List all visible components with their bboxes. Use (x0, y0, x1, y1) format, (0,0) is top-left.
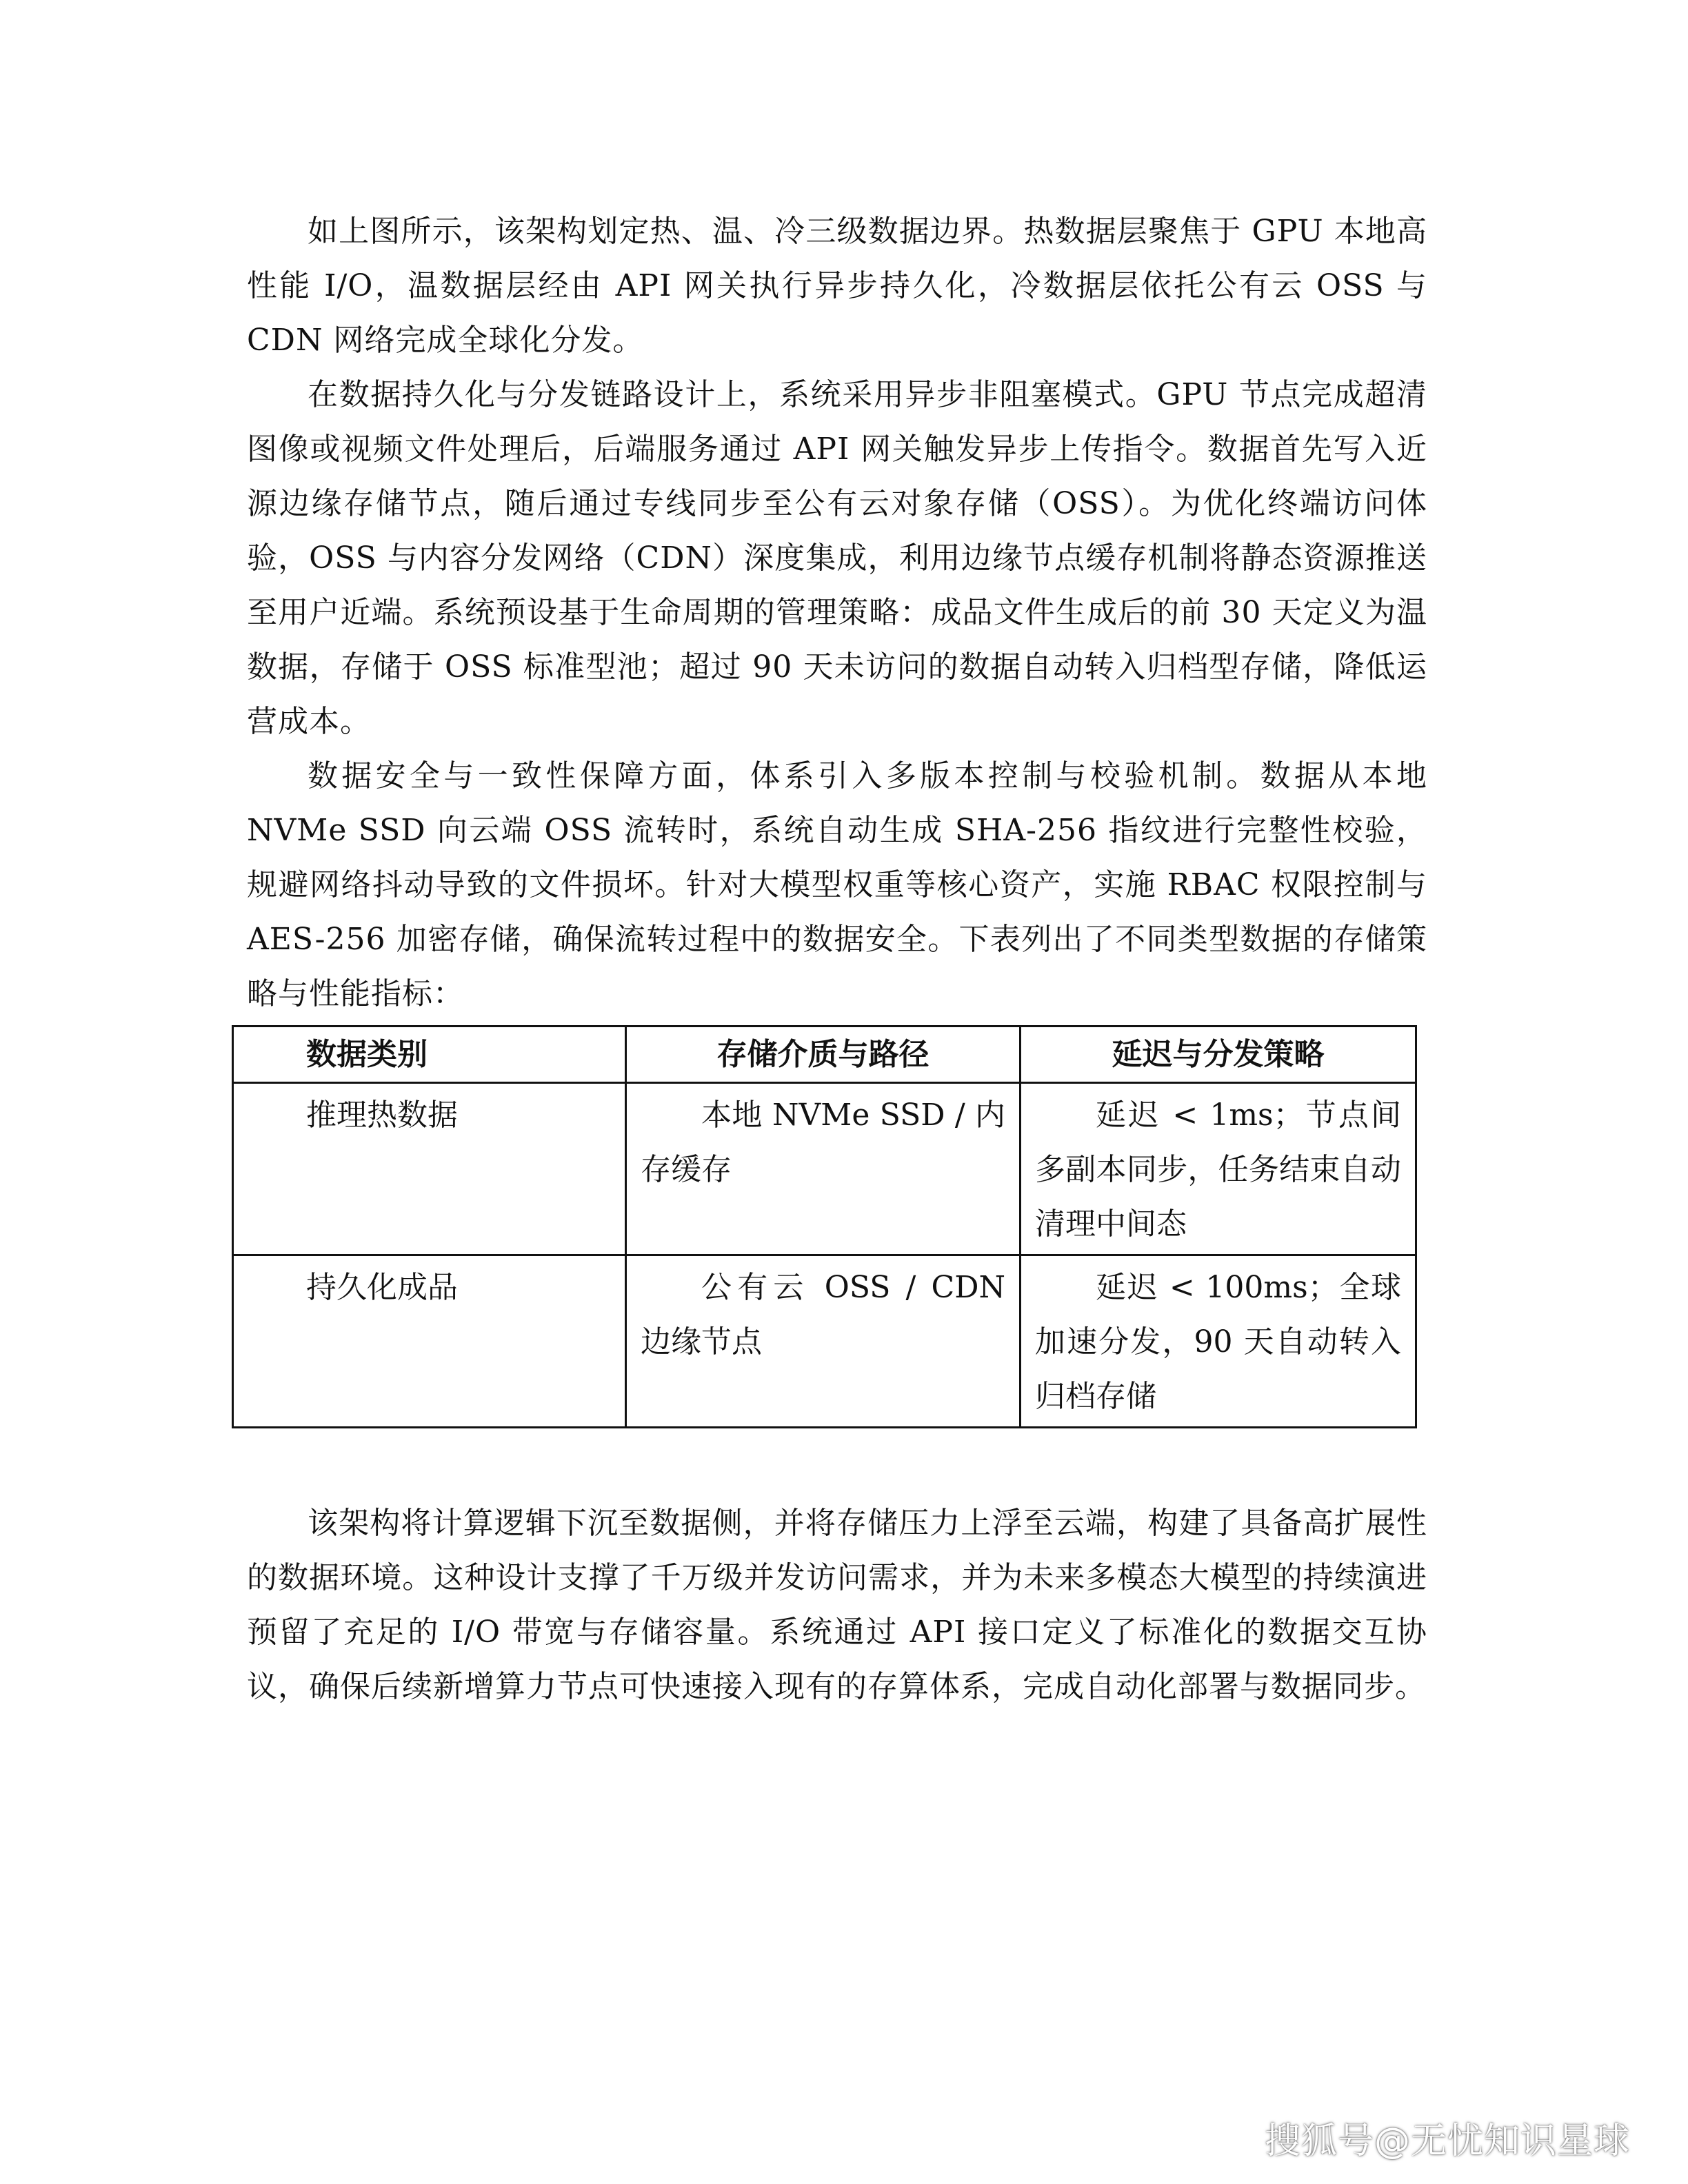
cell-text: 持久化成品 (306, 1270, 458, 1305)
table-cell (233, 1083, 626, 1255)
table-row (233, 1255, 1416, 1428)
storage-strategy-table (232, 1025, 1415, 1428)
table-cell (233, 1255, 626, 1428)
watermark: 搜狐号@无忧知识星球 (1264, 2121, 1630, 2162)
document-body (247, 204, 1427, 1714)
table-header-data-category: 数据类别 (233, 1027, 626, 1083)
cell-text: 公有云 OSS / CDN 边缘节点 (641, 1270, 1005, 1359)
paragraph-architecture-overview: 如上图所示，该架构划定热、温、冷三级数据边界。热数据层聚焦于 GPU 本地高性能 I/O，温数据层经由 API 网关执行异步持久化，冷数据层依托公有云 OSS 与 CDN 网络完成全球化分发。 (247, 214, 1427, 358)
table-cell (626, 1083, 1021, 1255)
cell-text: 推理热数据 (306, 1098, 458, 1133)
table-header-latency-strategy: 延迟与分发策略 (1021, 1027, 1416, 1083)
paragraph-architecture-summary: 该架构将计算逻辑下沉至数据侧，并将存储压力上浮至云端，构建了具备高扩展性的数据环境。这种设计支撑了千万级并发访问需求，并为未来多模态大模型的持续演进预留了充足的 I/O 带宽与存储容量。系统通过 API 接口定义了标准化的数据交互协议，确保后续新增算力节点可快速接入现有的存算体系，完成自动化部署与数据同步。 (247, 1506, 1427, 1704)
table-cell (1021, 1255, 1416, 1428)
cell-text: 延迟 < 1ms；节点间多副本同步，任务结束自动清理中间态 (1035, 1098, 1401, 1242)
table-cell (626, 1255, 1021, 1428)
table-header-storage-medium: 存储介质与路径 (626, 1027, 1021, 1083)
table-header-row (233, 1027, 1416, 1083)
cell-text: 延迟 < 100ms；全球加速分发，90 天自动转入归档存储 (1035, 1270, 1401, 1414)
paragraph-data-security: 数据安全与一致性保障方面，体系引入多版本控制与校验机制。数据从本地 NVMe SSD 向云端 OSS 流转时，系统自动生成 SHA-256 指纹进行完整性校验，规避网络抖动导致的文件损坏。针对大模型权重等核心资产，实施 RBAC 权限控制与 AES-256 加密存储，确保流转过程中的数据安全。下表列出了不同类型数据的存储策略与性能指标： (247, 758, 1427, 1011)
paragraph-persistence-distribution: 在数据持久化与分发链路设计上，系统采用异步非阻塞模式。GPU 节点完成超清图像或视频文件处理后，后端服务通过 API 网关触发异步上传指令。数据首先写入近源边缘存储节点，随后通过专线同步至公有云对象存储（OSS）。为优化终端访问体验，OSS 与内容分发网络（CDN）深度集成，利用边缘节点缓存机制将静态资源推送至用户近端。系统预设基于生命周期的管理策略：成品文件生成后的前 30 天定义为温数据，存储于 OSS 标准型池；超过 90 天未访问的数据自动转入归档型存储，降低运营成本。 (247, 377, 1427, 739)
cell-text: 本地 NVMe SSD / 内存缓存 (641, 1098, 1005, 1187)
table-cell (1021, 1083, 1416, 1255)
table-row (233, 1083, 1416, 1255)
